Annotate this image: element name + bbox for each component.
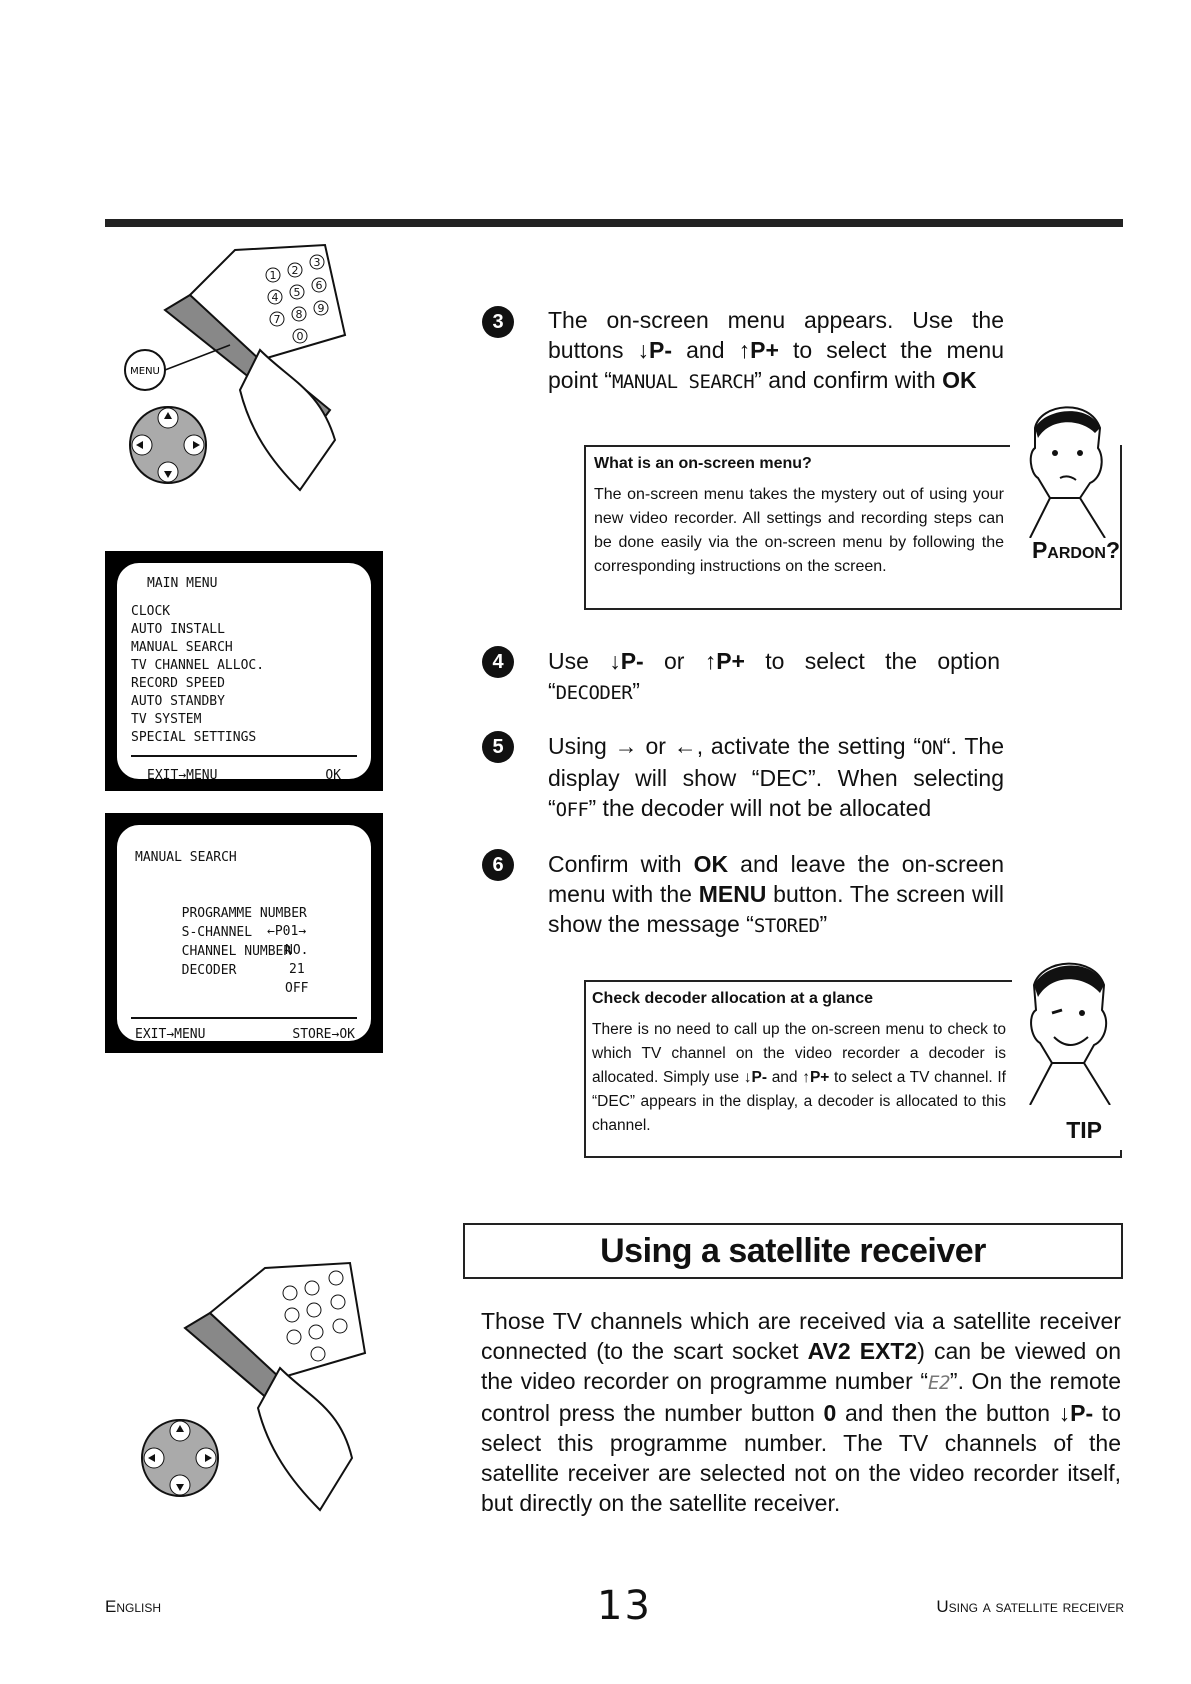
key-5: 5 [293, 286, 301, 299]
key-9: 9 [317, 302, 325, 315]
main-menu-item: CLOCK [131, 604, 171, 619]
down-arrow-icon: ↓ [743, 1069, 752, 1086]
key-1: 1 [269, 269, 277, 282]
manual-search-row: S-CHANNEL NO. [181, 925, 309, 958]
up-arrow-icon: ↑ [802, 1069, 810, 1086]
remote-illustration-bottom [140, 1258, 380, 1528]
step-6-text: Confirm with OK and leave the on-screen menu with the MENU button. The screen will show the message “STORED” [548, 851, 1004, 937]
tip-box-body: There is no need to call up the on-screen menu to check to which TV channel on the video recorder a decoder is allocated. Simply use ↓P- and ↑P+ to select a TV channel. If “DEC” appears in the display, a decoder is allocated to this channel. [592, 1021, 1006, 1134]
manual-search-title: MANUAL SEARCH [135, 850, 237, 865]
step-5-text: Using → or ←, activate the setting “ON“. The display will show “DEC”. When selecting “OFF” the decoder will not be allocated [548, 733, 1005, 821]
main-menu-item: AUTO STANDBY [131, 694, 225, 709]
main-menu-exit: EXIT→MENU [147, 768, 218, 783]
main-menu-ok: OK [325, 768, 341, 783]
manual-search-row: DECODER OFF [181, 963, 309, 996]
main-menu-item: TV CHANNEL ALLOC. [131, 658, 265, 673]
manual-search-exit: EXIT→MENU [135, 1027, 206, 1042]
key-8: 8 [295, 308, 303, 321]
tip-caption: TIP [1066, 1117, 1102, 1143]
key-6: 6 [315, 279, 323, 292]
main-menu-title: MAIN MENU [147, 576, 218, 591]
key-0: 0 [296, 330, 304, 343]
step-5-number: 5 [482, 731, 514, 763]
main-menu-screen [105, 551, 383, 791]
section-title: Using a satellite receiver [463, 1223, 1123, 1279]
up-arrow-icon: ↑ [738, 337, 751, 363]
key-7: 7 [273, 313, 281, 326]
remote-illustration-top [120, 240, 370, 510]
manual-search-store: STORE→OK [292, 1027, 355, 1042]
right-arrow-icon: → [614, 733, 638, 759]
key-4: 4 [271, 291, 279, 304]
tip-cartoon [1012, 955, 1122, 1150]
footer-section: Using a satellite receiver [936, 1597, 1124, 1616]
main-menu-list [131, 603, 264, 747]
info-box-body: The on-screen menu takes the mystery out of using your new video recorder. All settings and recording steps can be done easily via the on-screen menu by following the corresponding instructions on the screen. [594, 486, 1004, 575]
main-menu-item: TV SYSTEM [131, 712, 202, 727]
up-arrow-icon: ↑ [704, 648, 717, 674]
step-6-number: 6 [482, 849, 514, 881]
top-rule [105, 219, 1123, 227]
main-menu-item: AUTO INSTALL [131, 622, 225, 637]
pardon-cartoon [1010, 398, 1120, 568]
down-arrow-icon: ↓ [1058, 1400, 1071, 1426]
info-box-title: What is an on-screen menu? [594, 455, 812, 472]
down-arrow-icon: ↓ [637, 337, 650, 363]
footer-language: English [105, 1597, 162, 1616]
step-4-number: 4 [482, 646, 514, 678]
page-number: 13 [597, 1583, 652, 1629]
manual-search-rows [119, 887, 309, 996]
manual-search-row: PROGRAMME NUMBER ←P01→ [181, 906, 307, 939]
menu-button-label: MENU [130, 366, 160, 377]
main-menu-item: SPECIAL SETTINGS [131, 730, 257, 745]
step-3-number: 3 [482, 306, 514, 338]
pardon-caption: Pardon? [1031, 537, 1120, 563]
manual-search-row: CHANNEL NUMBER 21 [181, 944, 305, 977]
satellite-paragraph: Those TV channels which are received via a satellite receiver connected (to the scart socket AV2 EXT2) can be viewed on the video recorder on programme number “E2”. On the remote control press the number button 0 and then the button ↓P- to select this programme number. The TV channels of the satellite receiver are selected not on the video recorder itself, but directly on the satellite receiver. [481, 1308, 1121, 1516]
key-2: 2 [291, 264, 299, 277]
left-arrow-icon: ← [673, 733, 697, 759]
main-menu-item: RECORD SPEED [131, 676, 225, 691]
main-menu-item: MANUAL SEARCH [131, 640, 233, 655]
step-3-text: The on-screen menu appears. Use the buttons ↓P- and ↑P+ to select the menu point “MANUAL SEARCH” and confirm with OK [548, 307, 1005, 393]
tip-box-title: Check decoder allocation at a glance [592, 990, 873, 1007]
manual-search-screen [105, 813, 383, 1053]
down-arrow-icon: ↓ [609, 648, 621, 674]
key-3: 3 [313, 256, 321, 269]
step-4-text: Use ↓P- or ↑P+ to select the option “DECODER” [548, 648, 1001, 704]
